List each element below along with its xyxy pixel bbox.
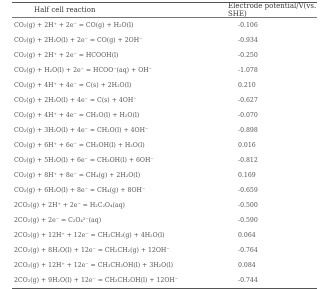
potential-cell: -1.078: [238, 67, 258, 74]
table-row: [12, 123, 317, 138]
potential-cell: -0.812: [238, 157, 258, 164]
reaction-cell: 2CO₂(g) + 2e⁻ = C₂O₄²⁻(aq): [14, 217, 102, 224]
potential-cell: 0.210: [238, 82, 256, 89]
potential-cell: -0.106: [238, 22, 258, 29]
table-row: [12, 183, 317, 198]
potential-cell: -0.659: [238, 187, 258, 194]
header-reaction: Half cell reaction: [34, 6, 96, 14]
table-row: [12, 273, 317, 288]
table-row: [12, 198, 317, 213]
potential-cell: -0.070: [238, 112, 258, 119]
reaction-cell: CO₂(g) + 2H₂O(l) + 2e⁻ = CO(g) + 2OH⁻: [14, 37, 143, 44]
table-row: [12, 33, 317, 48]
table-row: [12, 138, 317, 153]
table-row: [12, 93, 317, 108]
reaction-cell: CO₂(g) + 3H₂O(l) + 4e⁻ = CH₂O(l) + 4OH⁻: [14, 127, 149, 134]
reaction-cell: CO₂(g) + 2H⁺ + 2e⁻ = HCOOH(l): [14, 52, 119, 59]
potential-cell: -0.764: [238, 247, 258, 254]
potential-cell: 0.084: [238, 262, 256, 269]
reaction-cell: CO₂(g) + 2H₂O(l) + 4e⁻ = C(s) + 4OH⁻: [14, 97, 137, 104]
reaction-cell: CO₂(g) + 5H₂O(l) + 6e⁻ = CH₃OH(l) + 6OH⁻: [14, 157, 154, 164]
reaction-cell: CO₂(g) + 8H⁺ + 8e⁻ = CH₄(g) + 2H₂O(l): [14, 172, 141, 179]
table-row: [12, 243, 317, 258]
table-row: [12, 153, 317, 168]
table-header-row: [12, 3, 317, 17]
potential-cell: -0.627: [238, 97, 258, 104]
potential-cell: 0.016: [238, 142, 256, 149]
reaction-cell: CO₂(g) + H₂O(l) + 2e⁻ = HCOO⁻(aq) + OH⁻: [14, 67, 152, 74]
potential-cell: 0.064: [238, 232, 256, 239]
table-row: [12, 18, 317, 33]
reaction-cell: 2CO₂(g) + 2H⁺ + 2e⁻ = H₂C₂O₄(aq): [14, 202, 125, 209]
table-row: [12, 63, 317, 78]
reaction-cell: CO₂(g) + 2H⁺ + 2e⁻ = CO(g) + H₂O(l): [14, 22, 134, 29]
table-row: [12, 258, 317, 273]
potential-cell: 0.169: [238, 172, 256, 179]
table-row: [12, 48, 317, 63]
reaction-cell: CO₂(g) + 6H₂O(l) + 8e⁻ = CH₄(g) + 8OH⁻: [14, 187, 146, 194]
reaction-cell: 2CO₂(g) + 8H₂O(l) + 12e⁻ = CH₂CH₂(g) + 12OH⁻: [14, 247, 170, 254]
half-cell-table: [12, 2, 317, 289]
reaction-cell: CO₂(g) + 4H⁺ + 4e⁻ = C(s) + 2H₂O(l): [14, 82, 132, 89]
potential-cell: -0.500: [238, 202, 258, 209]
table-row: [12, 228, 317, 243]
table-row: [12, 108, 317, 123]
potential-cell: -0.590: [238, 217, 258, 224]
potential-cell: -0.250: [238, 52, 258, 59]
reaction-cell: CO₂(g) + 4H⁺ + 4e⁻ = CH₂O(l) + H₂O(l): [14, 112, 140, 119]
table-row: [12, 168, 317, 183]
header-potential: Electrode potential/V(vs. SHE): [228, 2, 317, 18]
potential-cell: -0.744: [238, 277, 258, 284]
reaction-cell: CO₂(g) + 6H⁺ + 6e⁻ = CH₃OH(l) + H₂O(l): [14, 142, 145, 149]
potential-cell: -0.898: [238, 127, 258, 134]
reaction-cell: 2CO₂(g) + 9H₂O(l) + 12e⁻ = CH₃CH₂OH(l) + 12OH⁻: [14, 277, 179, 284]
reaction-cell: 2CO₂(g) + 12H⁺ + 12e⁻ = CH₂CH₂(g) + 4H₂O(l): [14, 232, 165, 239]
potential-cell: -0.934: [238, 37, 258, 44]
table-row: [12, 213, 317, 228]
reaction-cell: 2CO₂(g) + 12H⁺ + 12e⁻ = CH₃CH₂OH(l) + 3H₂O(l): [14, 262, 174, 269]
table-row: [12, 78, 317, 93]
